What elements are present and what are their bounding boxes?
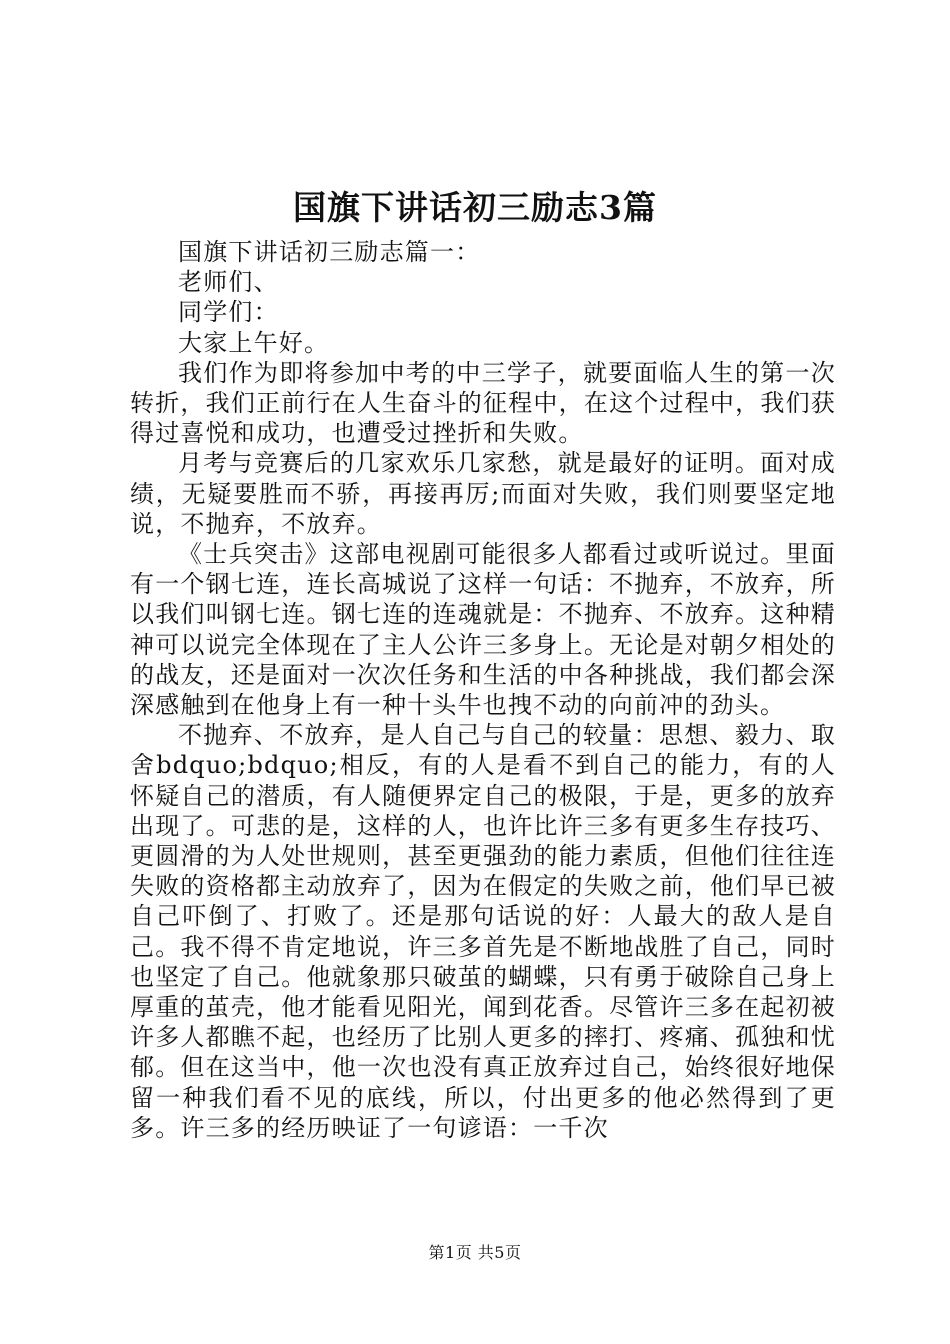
paragraph-soldiers-sortie: 《士兵突击》这部电视剧可能很多人都看过或听说过。里面有一个钢七连，连长高城说了这样一句话：不抛弃，不放弃，所以我们叫钢七连。钢七连的连魂就是：不抛弃、不放弃。这种精神可以说完全体现在了主人公许三多身上。无论是对朝夕相处的的战友，还是面对一次次任务和生活的中各种挑战，我们都会深深感触到在他身上有一种十头牛也拽不动的向前冲的劲头。	[130, 540, 836, 720]
paragraph-monthly-exam: 月考与竞赛后的几家欢乐几家愁，就是最好的证明。面对成绩，无疑要胜而不骄，再接再厉;而面对失败，我们则要坚定地说，不抛弃，不放弃。	[130, 449, 836, 538]
document-body	[130, 237, 836, 1143]
paragraph-good-morning: 大家上午好。	[178, 328, 330, 357]
page-number-footer: 第1页 共5页	[428, 1243, 522, 1262]
paragraph-never-give-up: 不抛弃、不放弃，是人自己与自己的较量：思想、毅力、取舍bdquo;bdquo;相反，有的人是看不到自己的能力，有的人怀疑自己的潜质，有人随便界定自己的极限，于是，更多的放弃出现了。可悲的是，这样的人，也许比许三多有更多生存技巧、更圆滑的为人处世规则，甚至更强劲的能力素质，但他们往往连失败的资格都主动放弃了，因为在假定的失败之前，他们早已被自己吓倒了、打败了。还是那句话说的好：人最大的敌人是自己。我不得不肯定地说，许三多首先是不断地战胜了自己，同时也坚定了自己。他就象那只破茧的蝴蝶，只有勇于破除自己身上厚重的茧壳，他才能看见阳光，闻到花香。尽管许三多在起初被许多人都瞧不起，也经历了比别人更多的摔打、疼痛、孤独和忧郁。但在这当中，他一次也没有真正放弃过自己，始终很好地保留一种我们看不见的底线，所以，付出更多的他必然得到了更多。许三多的经历映证了一句谚语：一千次	[130, 721, 836, 1142]
paragraph-heading: 国旗下讲话初三励志篇一：	[178, 238, 481, 266]
paragraph-turning-point: 我们作为即将参加中考的中三学子，就要面临人生的第一次转折，我们正前行在人生奋斗的征程中，在这个过程中，我们获得过喜悦和成功，也遭受过挫折和失败。	[130, 358, 836, 448]
paragraph-greeting-teachers: 老师们、	[178, 268, 279, 297]
paragraph-greeting-students: 同学们：	[178, 298, 279, 327]
document-title: 国旗下讲话初三励志3篇	[293, 188, 657, 227]
